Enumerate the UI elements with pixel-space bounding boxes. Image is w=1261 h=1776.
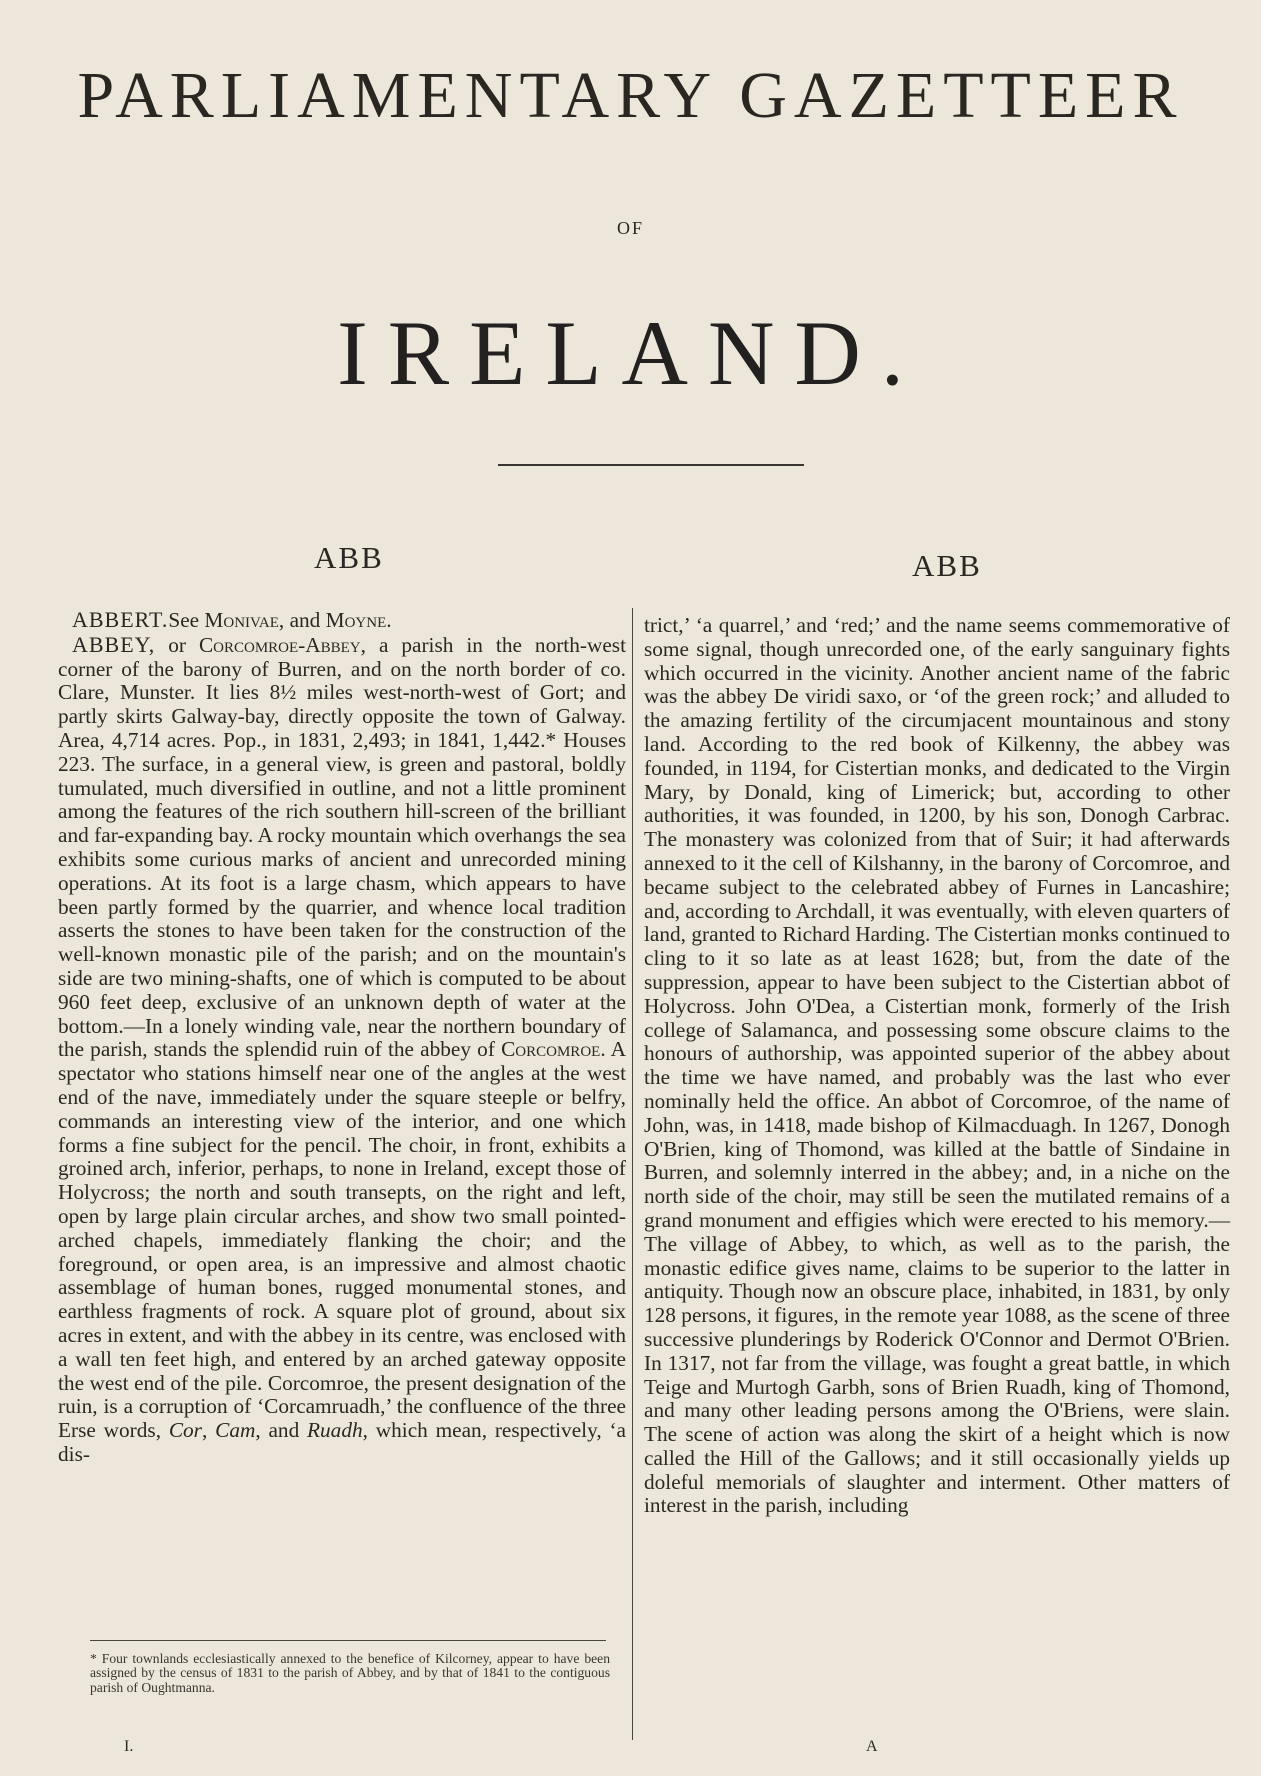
footnote-rule <box>90 1640 606 1641</box>
entry-heading: ABBEY, <box>72 631 156 657</box>
right-column <box>644 614 1230 1518</box>
place-name: Corcomroe <box>501 1037 601 1062</box>
column-head-left: ABB <box>314 540 384 575</box>
book-title: PARLIAMENTARY GAZETTEER <box>77 59 1184 132</box>
cross-reference: Monivae <box>204 608 279 632</box>
signature-mark-left: I. <box>124 1738 134 1755</box>
entry-abbey-continued: trict,’ ‘a quarrel,’ and ‘red;’ and the name seems commemorative of some signal, though unrecorded one, of the early sanguinary fights which occurred in the vicinity. Another ancient name of the fabric was the abbey De viridi saxo, or ‘of the green rock;’ and alluded to the amazing fertility of the circumjacent mountainous and stony land. According to the red book of Kilkenny, the abbey was founded, in 1194, for Cistertian monks, and dedicated to the Virgin Mary, by Donald, king of Limerick; but, according to other authorities, it was founded, in 1200, by his son, Donogh Carbrac. The monastery was colonized from that of Suir; it had afterwards annexed to it the cell of Kilshanny, in the barony of Corcomroe, and became subject to the celebrated abbey of Furnes in Lancashire; and, according to Archdall, it was eventually, with eleven quarters of land, granted to Richard Harding. The Cistertian monks continued to cling to it so late as at least 1628; but, from the date of the suppression, appear to have been subject to the Cistertian abbot of Holycross. John O'Dea, a Cistertian monk, formerly of the Irish college of Salamanca, and possessing some obscure claims to the honours of authorship, was appointed superior of the abbey about the time we have named, and probably was the last who ever nominally held the office. An abbot of Corcomroe, of the name of John, was, in 1418, made bishop of Kilmacduagh. In 1267, Donogh O'Brien, king of Thomond, was killed at the battle of Sindaine in Burren, and solemnly interred in the abbey; and, in a niche on the north side of the choir, may still be seen the mutilated remains of a grand monument and effigies which were erected to his memory.—The village of Abbey, to which, as well as to the parish, the monastic edifice gives name, claims to be superior to the latter in antiquity. Though now an obscure place, inhabited, in 1831, by only 128 persons, it figures, in the remote year 1088, as the scene of three successive plunderings by Roderick O'Connor and Dermot O'Brien. In 1317, not far from the village, was fought a great battle, in which Teige and Murtogh Garbh, sons of Brien Ruadh, king of Thomond, and many other leading persons among the O'Briens, were slain. The scene of action was along the skirt of a height which is now called the Hill of the Gallows; and it still occasionally yields up doleful memorials of slaughter and interment. Other matters of interest in the parish, including <box>644 613 1230 1518</box>
footnote: * Four townlands ecclesiastically annexed to the benefice of Kilcorney, appear to have been assigned by the census of 1831 to the parish of Abbey, and by that of 1841 to the contiguous parish of Oughtmanna. <box>90 1651 610 1695</box>
title-connector: OF <box>616 218 644 238</box>
cross-reference: Moyne <box>325 608 387 632</box>
signature-mark-right: A <box>866 1738 878 1755</box>
entry-abbert: ABBERT.See Monivae, and Moyne. <box>72 607 392 632</box>
title-rule <box>498 464 804 466</box>
column-divider <box>632 608 633 1740</box>
book-subject: IRELAND. <box>337 302 924 404</box>
left-column <box>58 608 626 1467</box>
alternate-name: Corcomroe-Abbey <box>198 632 361 657</box>
column-head-right: ABB <box>912 548 982 583</box>
entry-heading: ABBERT. <box>72 607 169 632</box>
entry-abbey: ABBEY, or Corcomroe-Abbey, a parish in the north-west corner of the barony of Burren, and on the north border of co. Clare, Munster. It lies 8½ miles west-north-west of Gort; and partly skirts Galway-bay, directly opposite the town of Galway. Area, 4,714 acres. Pop., in 1831, 2,493; in 1841, 1,442.* Houses 223. The surface, in a general view, is green and pastoral, boldly tumulated, much diversified in outline, and not a little prominent among the features of the rich southern hill-screen of the brilliant and far-expanding bay. A rocky mountain which overhangs the sea exhibits some curious marks of ancient and unrecorded mining operations. At its foot is a large chasm, which appears to have been partly formed by the quarrier, and whence local tradition asserts the stones to have been taken for the construction of the well-known monastic pile of the parish; and on the mountain's side are two mining-shafts, one of which is computed to be about 960 feet deep, exclusive of an unknown depth of water at the bottom.—In a lonely winding vale, near the northern boundary of the parish, stands the splendid ruin of the abbey of Corcomroe. A spectator who stations himself near one of the angles at the west end of the nave, immediately under the square steeple or belfry, commands an interesting view of the interior, and one which forms a fine subject for the pencil. The choir, in front, exhibits a groined arch, inferior, perhaps, to none in Ireland, except those of Holycross; the north and south transepts, on the right and left, open by large plain circular arches, and show two small pointed-arched chapels, immediately flanking the choir; and the foreground, or open area, is an impressive and almost chaotic assemblage of human bones, rugged monumental stones, and earthless fragments of rock. A square plot of ground, about six acres in extent, and with the abbey in its centre, was enclosed with a wall ten feet high, and entered by an arched gateway opposite the west end of the pile. Corcomroe, the present designation of the ruin, is a corruption of ‘Corcamruadh,’ the confluence of the three Erse words, Cor, Cam, and Ruadh, which mean, respectively, ‘a dis- <box>58 631 627 1466</box>
